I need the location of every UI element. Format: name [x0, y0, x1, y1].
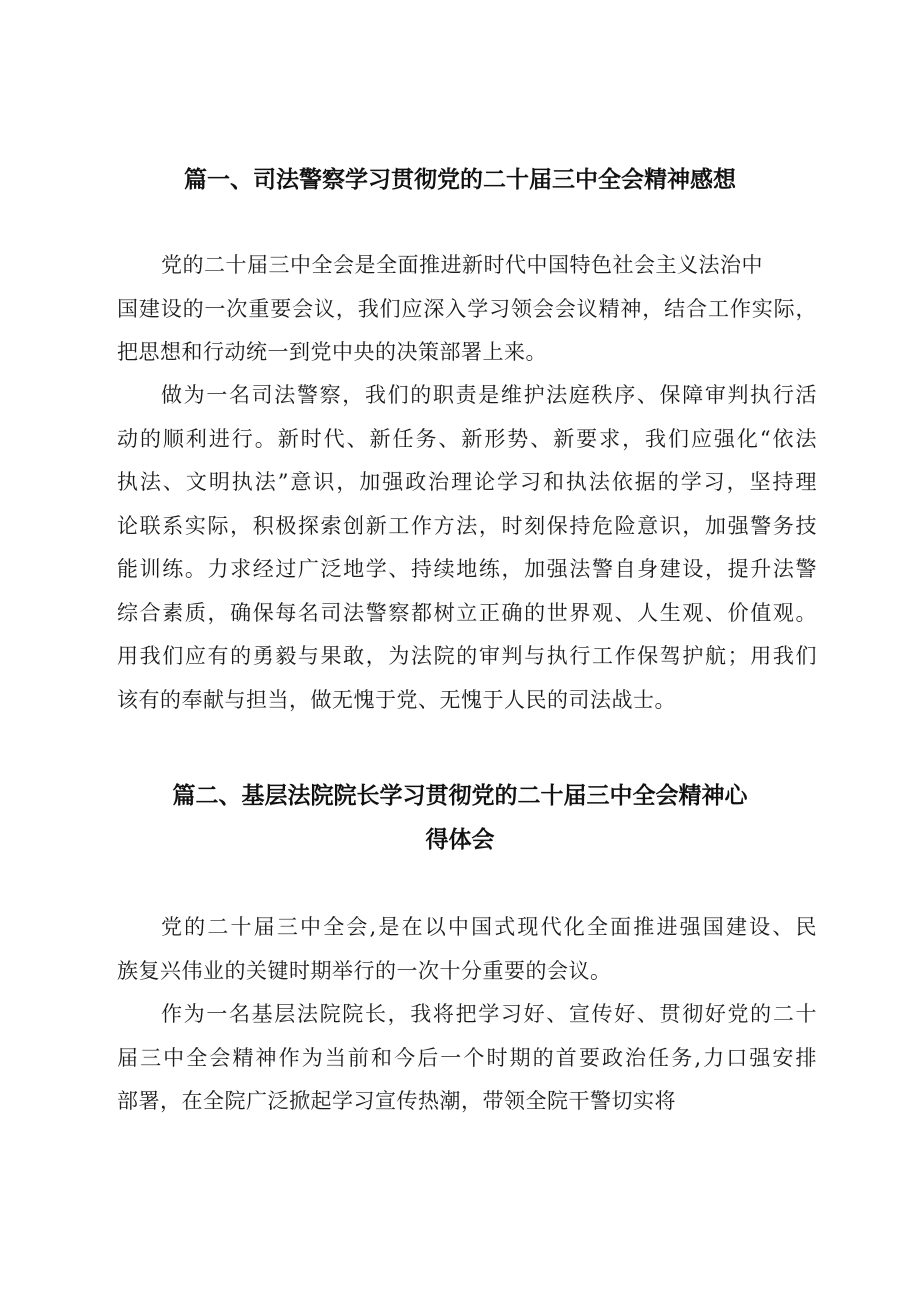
text-line: 部署，在全院广泛掀起学习宣传热潮，带领全院干警切实将 [117, 1089, 676, 1113]
text-line: 国建设的一次重要会议，我们应深入学习领会会议精神，结合工作实际， [117, 296, 817, 321]
text-line: 执法、文明执法”意识，加强政治理论学习和执法依据的学习，坚持理 [117, 470, 817, 494]
text-line: 用我们应有的勇毅与果敢，为法院的审判与执行工作保驾护航；用我们 [117, 644, 817, 668]
section1-paragraph-1 [117, 244, 817, 375]
text-line: 党的二十届三中全会,是在以中国式现代化全面推进强国建设、民 [161, 915, 817, 939]
text-line: 综合素质，确保每名司法警察都树立正确的世界观、人生观、价值观。 [117, 600, 817, 625]
text-line: 把思想和行动统一到党中央的决策部署上来。 [117, 340, 547, 364]
text-line: 届三中全会精神作为当前和今后一个时期的首要政治任务,力口强安排 [117, 1045, 817, 1070]
section2-paragraph-2 [117, 993, 817, 1124]
section1-title: 篇一、司法警察学习贯彻党的二十届三中全会精神感想 [184, 167, 736, 193]
text-line: 党的二十届三中全会是全面推进新时代中国特色社会主义法治中 [161, 253, 763, 277]
text-line: 作为一名基层法院院长，我将把学习好、宣传好、贯彻好党的二十 [161, 1002, 817, 1026]
text-line: 做为一名司法警察，我们的职责是维护法庭秩序、保障审判执行活 [161, 383, 817, 407]
section2-title-line-1: 篇二、基层法院院长学习贯彻党的二十届三中全会精神心 [172, 783, 748, 809]
text-line: 族复兴伟业的关键时期举行的一次十分重要的会议。 [117, 958, 612, 983]
text-line: 该有的奉献与担当，做无愧于党、无愧于人民的司法战士。 [117, 687, 676, 712]
section2-title-line-2: 得体会 [425, 827, 495, 853]
text-line: 论联系实际，积极探索创新工作方法，时刻保持危险意识，加强警务技 [117, 513, 817, 538]
section1-paragraph-2 [117, 374, 817, 722]
text-line: 能训练。力求经过广泛地学、持续地练，加强法警自身建设，提升法警 [117, 557, 817, 581]
text-line: 动的顺利进行。新时代、新任务、新形势、新要求，我们应强化“依法 [117, 426, 817, 451]
section2-title [110, 774, 810, 862]
section2-paragraph-1 [117, 906, 817, 993]
